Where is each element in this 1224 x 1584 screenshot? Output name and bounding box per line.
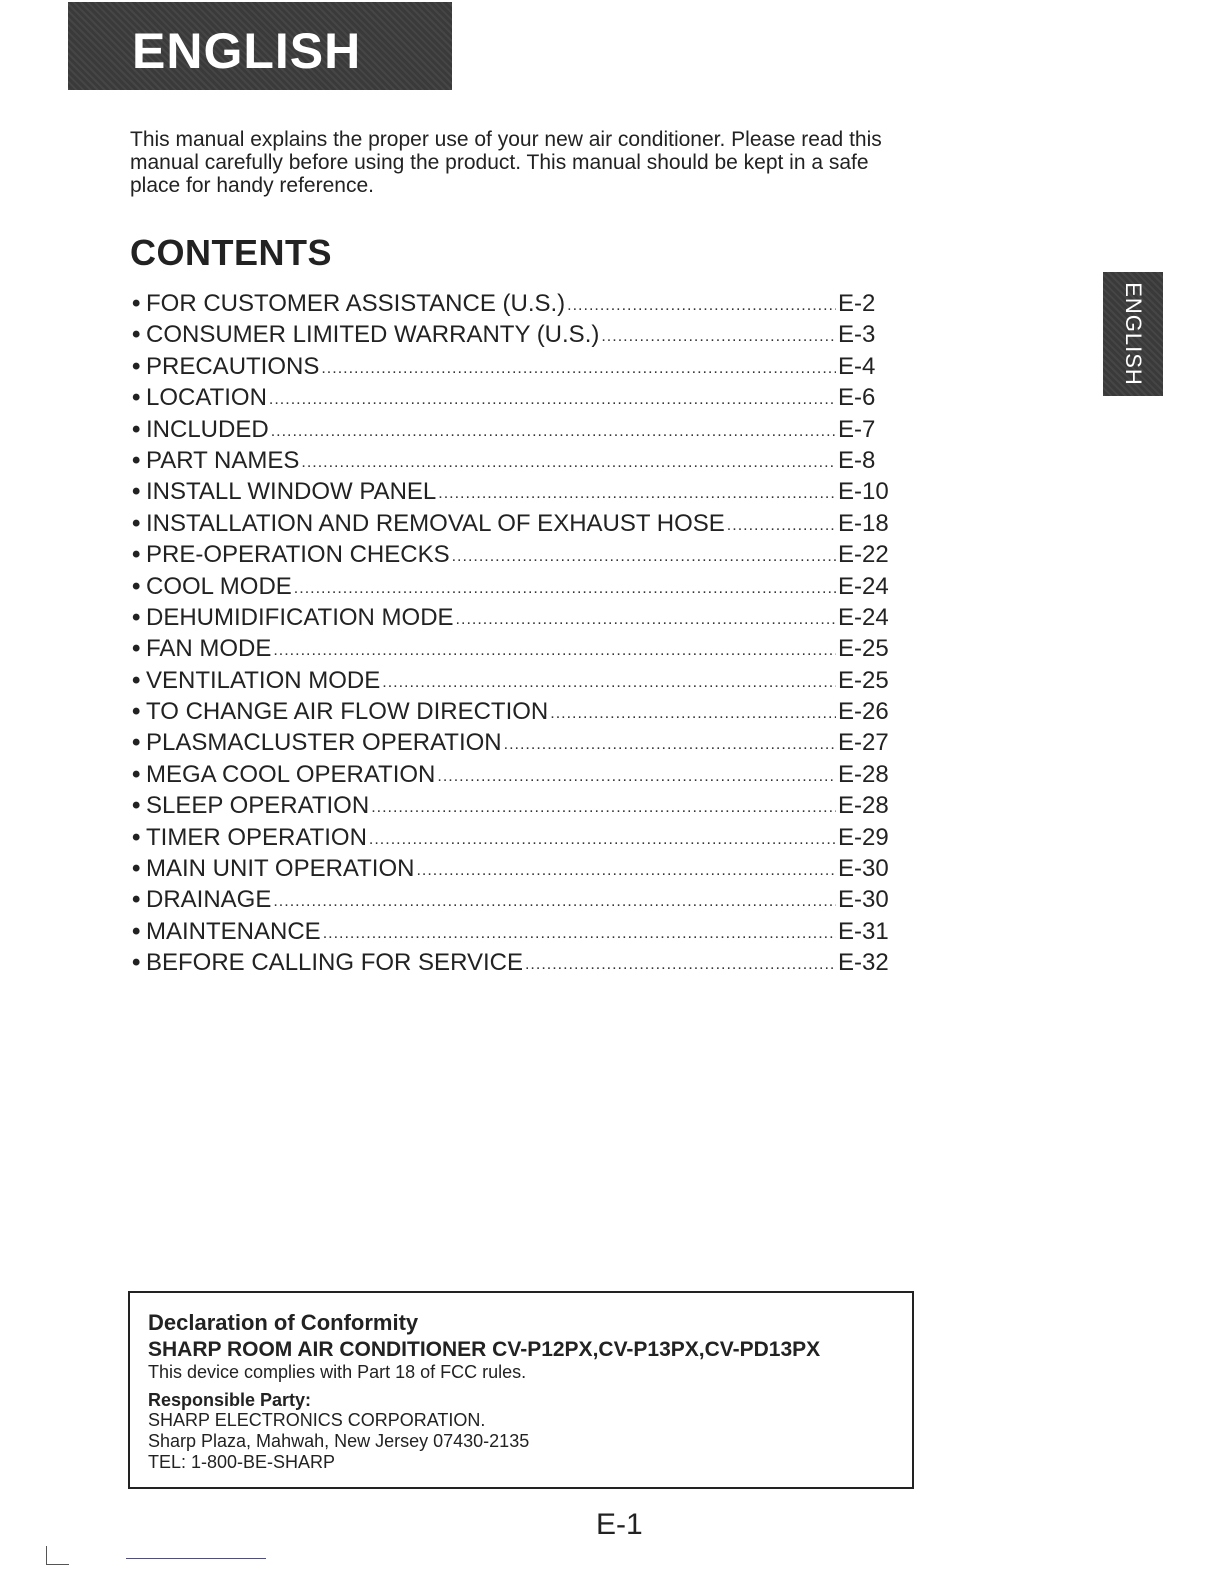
toc-bullet: • (132, 949, 141, 977)
contents-heading: CONTENTS (130, 232, 332, 273)
toc-item-label: LOCATION (146, 384, 267, 412)
toc-item-page: E-30 (838, 886, 889, 914)
toc-item-label: PRECAUTIONS (146, 352, 320, 380)
toc-item (132, 353, 892, 384)
toc-item-label: MAINTENANCE (146, 917, 321, 945)
toc-bullet: • (132, 823, 141, 851)
toc-item-page: E-27 (838, 729, 889, 757)
conformity-title: Declaration of Conformity (148, 1310, 419, 1335)
toc-item-page: E-28 (838, 792, 889, 820)
toc-bullet: • (132, 729, 141, 757)
toc-item-page: E-2 (838, 290, 876, 317)
toc-bullet: • (132, 384, 141, 412)
toc-item (132, 635, 892, 666)
crop-corner-mark (46, 1546, 69, 1565)
toc-item-label: PRE-OPERATION CHECKS (146, 541, 450, 569)
toc-bullet: • (132, 478, 141, 506)
toc-leader-dots (437, 760, 836, 788)
toc-item-label: FAN MODE (146, 635, 272, 663)
toc-item (132, 918, 892, 949)
toc-item-label: VENTILATION MODE (146, 666, 381, 694)
toc-item-label: DRAINAGE (146, 886, 272, 914)
toc-bullet: • (132, 321, 141, 349)
toc-item-label: SLEEP OPERATION (146, 792, 370, 820)
toc-leader-dots (382, 666, 836, 694)
toc-bullet: • (132, 415, 141, 443)
toc-item-page: E-25 (838, 635, 889, 663)
toc-bullet: • (132, 917, 141, 945)
toc-leader-dots (323, 917, 836, 945)
toc-leader-dots (321, 352, 836, 380)
toc-item-label: PART NAMES (146, 446, 300, 474)
toc-bullet: • (132, 509, 141, 537)
language-side-tab (1103, 272, 1163, 396)
toc-item-label: DEHUMIDIFICATION MODE (146, 603, 454, 631)
toc-item (132, 321, 892, 352)
toc-item-label: INCLUDED (146, 415, 269, 443)
toc-leader-dots (369, 823, 836, 851)
toc-leader-dots (727, 509, 836, 537)
toc-item-page: E-18 (838, 509, 889, 537)
footer-rule (126, 1558, 266, 1559)
toc-bullet: • (132, 541, 141, 569)
toc-bullet: • (132, 886, 141, 914)
toc-item (132, 573, 892, 604)
toc-bullet: • (132, 446, 141, 474)
header-banner (68, 2, 452, 90)
toc-item (132, 824, 892, 855)
toc-bullet: • (132, 855, 141, 883)
toc-leader-dots (504, 728, 836, 756)
toc-leader-dots (452, 540, 836, 568)
toc-item (132, 541, 892, 572)
toc-item-page: E-6 (838, 384, 876, 412)
toc-leader-dots (601, 320, 836, 348)
toc-item-label: MAIN UNIT OPERATION (146, 855, 415, 883)
toc-item-page: E-25 (838, 666, 889, 694)
toc-item-page: E-7 (838, 415, 876, 443)
toc-item-page: E-22 (838, 541, 889, 569)
toc-leader-dots (567, 289, 836, 317)
toc-leader-dots (271, 415, 836, 443)
conformity-model-line: SHARP ROOM AIR CONDITIONER CV-P12PX,CV-P13PX,CV-PD13PX (148, 1338, 821, 1361)
toc-bullet: • (132, 635, 141, 663)
responsible-company: SHARP ELECTRONICS CORPORATION. (148, 1410, 486, 1430)
toc-item (132, 698, 892, 729)
toc-bullet: • (132, 603, 141, 631)
toc-leader-dots (438, 477, 836, 505)
toc-leader-dots (525, 948, 836, 976)
toc-item-page: E-8 (838, 446, 876, 474)
toc-item-label: MEGA COOL OPERATION (146, 760, 436, 788)
toc-leader-dots (294, 572, 836, 600)
toc-leader-dots (456, 603, 836, 631)
toc-leader-dots (371, 791, 836, 819)
toc-item-page: E-31 (838, 917, 889, 945)
toc-bullet: • (132, 666, 141, 694)
toc-item-label: INSTALL WINDOW PANEL (146, 478, 437, 506)
toc-bullet: • (132, 290, 141, 317)
toc-bullet: • (132, 698, 141, 726)
responsible-address: Sharp Plaza, Mahwah, New Jersey 07430-2135 (148, 1431, 530, 1451)
toc-item-page: E-28 (838, 760, 889, 788)
toc-item-label: INSTALLATION AND REMOVAL OF EXHAUST HOSE (146, 509, 725, 537)
toc-leader-dots (550, 697, 836, 725)
toc-item-label: COOL MODE (146, 572, 292, 600)
toc-item-label: TO CHANGE AIR FLOW DIRECTION (146, 698, 549, 726)
table-of-contents (132, 290, 892, 981)
toc-bullet: • (132, 792, 141, 820)
toc-item-label: TIMER OPERATION (146, 823, 367, 851)
toc-item (132, 447, 892, 478)
toc-leader-dots (301, 446, 836, 474)
toc-item-label: BEFORE CALLING FOR SERVICE (146, 949, 523, 977)
toc-item (132, 761, 892, 792)
toc-item-label: CONSUMER LIMITED WARRANTY (U.S.) (146, 321, 600, 349)
toc-item (132, 886, 892, 917)
toc-item (132, 416, 892, 447)
toc-leader-dots (416, 854, 836, 882)
toc-leader-dots (269, 383, 836, 411)
toc-item (132, 792, 892, 823)
toc-item (132, 290, 892, 321)
responsible-party-label: Responsible Party: (148, 1390, 312, 1410)
toc-item-page: E-29 (838, 823, 889, 851)
toc-bullet: • (132, 352, 141, 380)
toc-item (132, 855, 892, 886)
toc-item-page: E-3 (838, 321, 876, 349)
toc-item (132, 729, 892, 760)
conformity-compliance: This device complies with Part 18 of FCC rules. (148, 1362, 527, 1382)
side-tab-label: ENGLISH (1121, 282, 1146, 386)
page-number: E-1 (596, 1508, 643, 1541)
toc-item-label: FOR CUSTOMER ASSISTANCE (U.S.) (146, 290, 566, 317)
toc-item (132, 604, 892, 635)
responsible-phone: TEL: 1-800-BE-SHARP (148, 1452, 336, 1472)
toc-leader-dots (273, 634, 836, 662)
toc-item (132, 949, 892, 980)
toc-item-label: PLASMACLUSTER OPERATION (146, 729, 502, 757)
toc-bullet: • (132, 760, 141, 788)
toc-item (132, 384, 892, 415)
toc-item-page: E-24 (838, 603, 889, 631)
toc-item (132, 667, 892, 698)
page-title: ENGLISH (132, 23, 362, 79)
toc-item-page: E-30 (838, 855, 889, 883)
toc-item-page: E-4 (838, 352, 876, 380)
intro-paragraph: This manual explains the proper use of your new air conditioner. Please read this manual carefully before using the product. This manual should be kept in a safe place for handy reference. (130, 128, 882, 197)
toc-item-page: E-32 (838, 949, 889, 977)
toc-leader-dots (273, 885, 836, 913)
declaration-of-conformity-box (128, 1291, 914, 1489)
toc-item-page: E-26 (838, 698, 889, 726)
toc-item-page: E-10 (838, 478, 889, 506)
toc-item (132, 478, 892, 509)
toc-bullet: • (132, 572, 141, 600)
toc-item (132, 510, 892, 541)
toc-item-page: E-24 (838, 572, 889, 600)
